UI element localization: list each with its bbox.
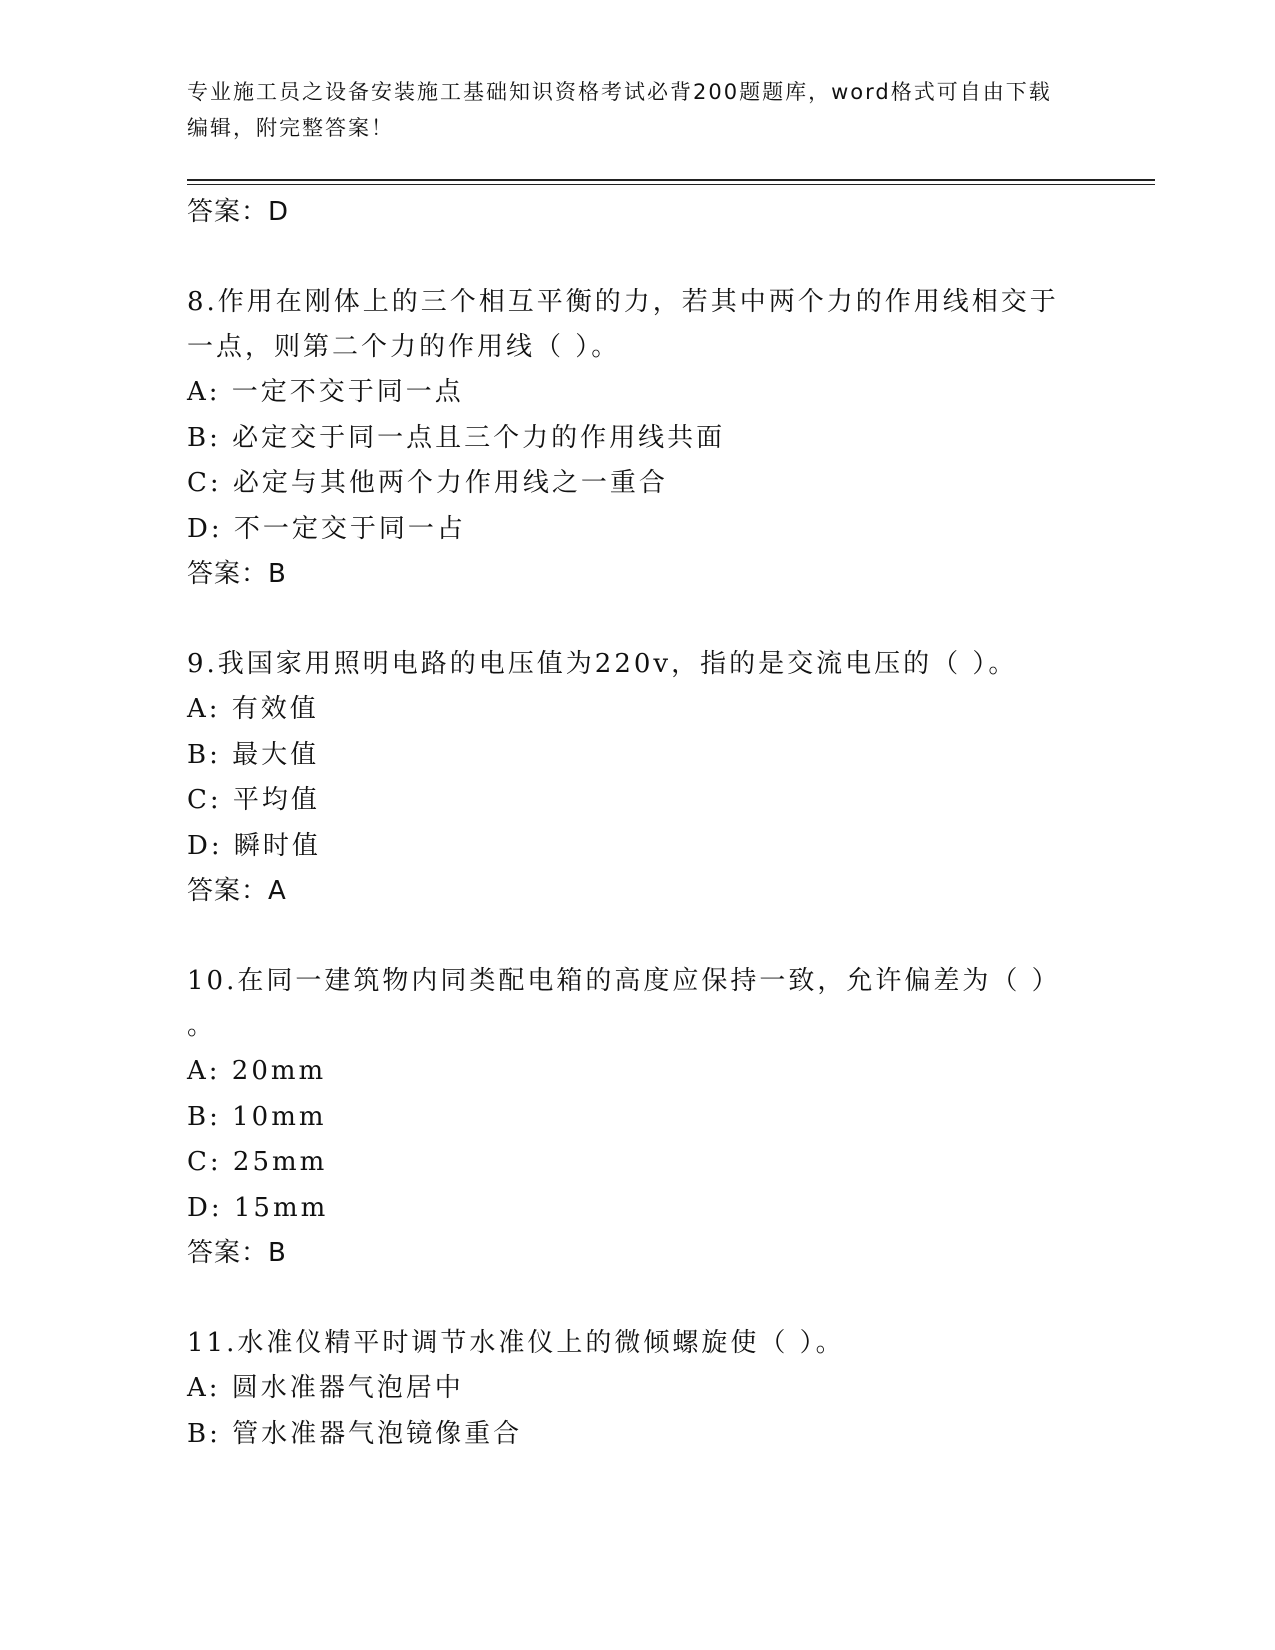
option-c: C: 必定与其他两个力作用线之一重合 — [187, 468, 668, 498]
option-d: D: 15mm — [187, 1192, 329, 1223]
option-a: A: 20mm — [187, 1056, 327, 1086]
document-header: 专业施工员之设备安装施工基础知识资格考试必背200题题库，word格式可自由下载编辑，附完整答案！ — [187, 80, 1052, 140]
header-divider-top — [187, 179, 1155, 181]
answer-line: 答案：B — [187, 559, 287, 589]
option-b: B: 必定交于同一点且三个力的作用线共面 — [187, 422, 726, 453]
option-d: D: 瞬时值 — [187, 830, 321, 861]
answer-line: 答案：D — [187, 197, 290, 227]
option-b: B: 最大值 — [187, 739, 320, 770]
answer-line: 答案：B — [187, 1238, 287, 1268]
option-d: D: 不一定交于同一占 — [187, 513, 466, 544]
option-c: C: 平均值 — [187, 785, 320, 815]
option-a: A: 有效值 — [187, 694, 319, 724]
question-stem: 10.在同一建筑物内同类配电箱的高度应保持一致，允许偏差为（ ） 。 — [187, 966, 1061, 1041]
question-list — [187, 190, 1087, 1457]
header-divider-bottom — [187, 184, 1155, 185]
answer-line: 答案：A — [187, 876, 287, 906]
option-b: B: 管水准器气泡镜像重合 — [187, 1418, 523, 1449]
question-10 — [187, 959, 1087, 1275]
question-stem: 9.我国家用照明电路的电压值为220v，指的是交流电压的（ ）。 — [187, 649, 1018, 679]
question-stem: 8.作用在刚体上的三个相互平衡的力，若其中两个力的作用线相交于一点，则第二个力的作用线（ ）。 — [187, 287, 1059, 362]
question-stem: 11.水准仪精平时调节水准仪上的微倾螺旋使（ ）。 — [187, 1328, 845, 1358]
question-9 — [187, 642, 1087, 913]
option-a: A: 圆水准器气泡居中 — [187, 1373, 464, 1403]
option-a: A: 一定不交于同一点 — [187, 377, 464, 407]
option-b: B: 10mm — [187, 1101, 327, 1132]
option-c: C: 25mm — [187, 1147, 328, 1177]
question-8 — [187, 280, 1087, 596]
question-11 — [187, 1321, 1087, 1457]
